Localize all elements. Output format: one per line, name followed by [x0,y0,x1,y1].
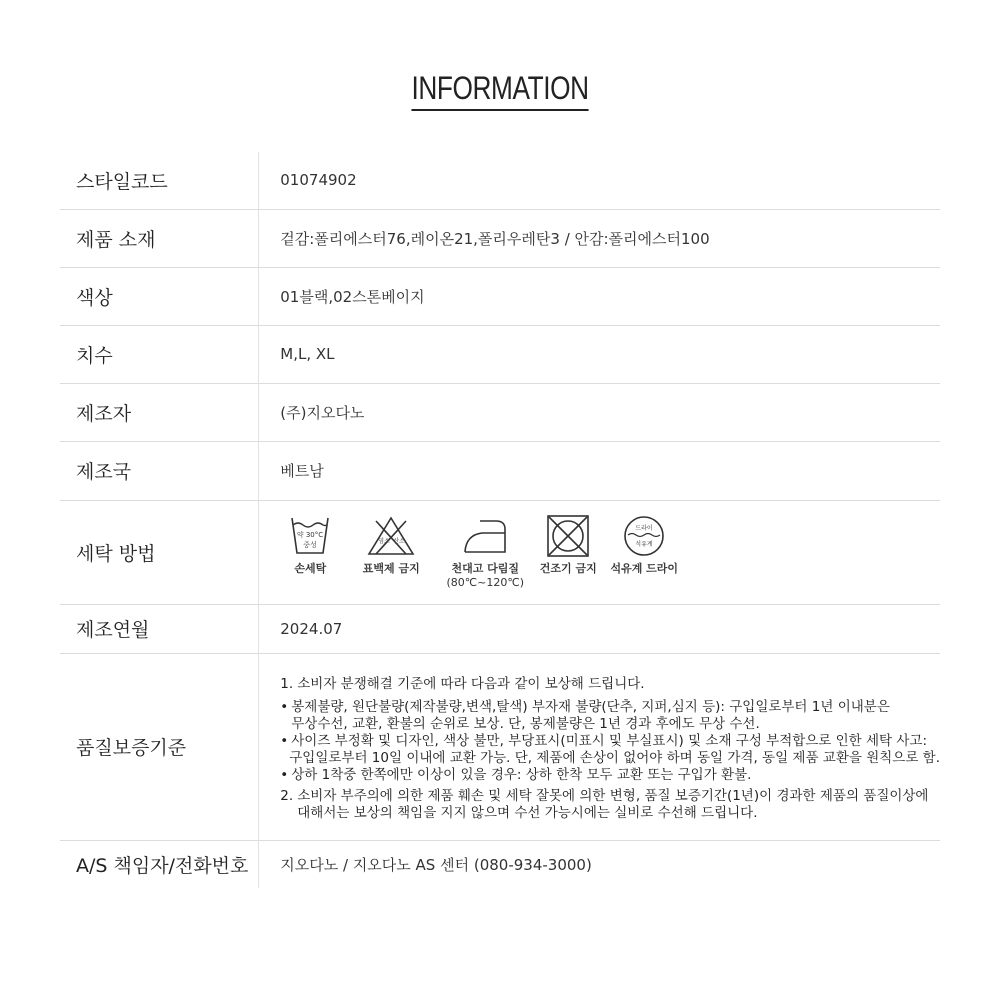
label-no-dryer: 건조기 금지 [539,562,597,575]
iron-temp-range: (80℃~120℃) [446,576,525,589]
value-color: 01블랙,02스톤베이지 [259,267,940,325]
quality-item-1-num: 1. [280,675,294,692]
label-no-bleach: 표백제 금지 [362,562,420,575]
hand-wash-neutral: 중성 [303,541,318,549]
care-no-bleach [354,515,428,576]
care-no-dryer [536,515,600,576]
row-wash [60,500,940,604]
care-dry-clean [608,515,680,576]
label-country: 제조국 [60,441,259,500]
value-country: 베트남 [259,441,940,500]
no-tumble-dry-icon [546,515,590,557]
label-quality: 품질보증기준 [60,653,259,840]
care-iron [442,515,528,589]
dry-clean-top: 드라이 [635,525,653,532]
page-title-wrap [0,70,1000,111]
quality-bullet-2-line-2: 구입일로부터 10일 이내에 교환 가능. 단, 제품에 손상이 없어야 하며 동일 가격, 동일 제품 교환을 원칙으로 함. [289,749,940,766]
row-country [60,441,940,500]
label-color: 색상 [60,267,259,325]
row-color [60,267,940,325]
quality-bullet: • 상하 1착중 한쪽에만 이상이 있을 경우: 상하 한착 모두 교환 또는 구입가 환불. [280,766,752,783]
quality-item-2-num: 2. [280,787,294,804]
quality-bullet: • 사이즈 부정확 및 디자인, 색상 불만, 부당표시(미표시 및 부실표시) 및 소재 구성 부적합으로 인한 세탁 사고: 구입일로부터 10일 이내에 교환 가능. 단, 제품에 손상이 없어야 하며 동일 가격, 동일 제품 교환을 원칙으로 함. [280,732,940,766]
value-as: 지오다노 / 지오다노 AS 센터 (080-934-3000) [280,855,592,874]
quality-bullet-3-line-1: 상하 1착중 한쪽에만 이상이 있을 경우: 상하 한착 모두 교환 또는 구입가 환불. [291,766,752,783]
value-style-code: 01074902 [259,152,940,209]
quality-bullet-1-line-1: 봉제불량, 원단불량(제작불량,변색,탈색) 부자재 불량(단추, 지퍼,심지 등): 구입일로부터 1년 이내분은 [291,698,890,715]
label-maker: 제조자 [60,383,259,441]
quality-bullet: • 봉제불량, 원단불량(제작불량,변색,탈색) 부자재 불량(단추, 지퍼,심지 등): 구입일로부터 1년 이내분은 무상수선, 교환, 환불의 순위로 보상. 단, 봉제불량은 1년 경과 후에도 무상 수선. [280,698,890,732]
quality-text [280,660,940,834]
hand-wash-icon [288,515,332,557]
care-hand-wash [280,515,340,576]
label-hand-wash: 손세탁 [294,562,327,575]
value-size: M,L, XL [259,325,940,383]
info-table [60,152,940,888]
row-style-code [60,152,940,209]
hand-wash-temp: 약 30°C [297,531,324,539]
row-material [60,209,940,267]
row-quality [60,653,940,840]
value-material: 겉감:폴리에스터76,레이온21,폴리우레탄3 / 안감:폴리에스터100 [259,209,940,267]
value-wash [259,500,940,604]
label-as: A/S 책임자/전화번호 [60,840,259,888]
quality-item-2-line-2: 대해서는 보상의 책임을 지지 않으며 수선 가능시에는 실비로 수선해 드립니다. [297,804,758,821]
row-date [60,604,940,653]
dry-clean-bottom: 석유계 [635,541,653,548]
quality-item-1 [280,676,940,693]
iron-icon [460,515,510,557]
row-size [60,325,940,383]
value-maker: (주)지오다노 [259,383,940,441]
quality-bullet-2-line-1: 사이즈 부정확 및 디자인, 색상 불만, 부당표시(미표시 및 부실표시) 및 소재 구성 부적합으로 인한 세탁 사고: [291,732,928,749]
dry-clean-icon [622,515,666,557]
quality-bullet-1-line-2: 무상수선, 교환, 환불의 순위로 보상. 단, 봉제불량은 1년 경과 후에도 무상 수선. [291,715,760,732]
no-bleach-chlorine: 염소 [378,538,391,545]
row-as [60,840,940,888]
no-bleach-oxygen: 산소 [393,538,406,545]
quality-item-2 [280,788,940,822]
quality-item-2-line-1: 소비자 부주의에 의한 제품 훼손 및 세탁 잘못에 의한 변형, 품질 보증기간(1년)이 경과한 제품의 품질이상에 [297,787,929,804]
value-date: 2024.07 [259,604,940,653]
row-maker [60,383,940,441]
page-title: INFORMATION [411,70,588,111]
quality-item-1-text: 소비자 분쟁해결 기준에 따라 다음과 같이 보상해 드립니다. [297,675,645,692]
label-material: 제품 소재 [60,209,259,267]
label-iron: 천대고 다림질 [451,562,520,575]
label-wash: 세탁 방법 [60,500,259,604]
care-icons [280,501,940,603]
label-dry-clean: 석유계 드라이 [610,562,679,575]
value-quality [259,653,940,840]
label-size: 치수 [60,325,259,383]
label-date: 제조연월 [60,604,259,653]
label-style-code: 스타일코드 [60,152,259,209]
no-bleach-icon [366,515,416,557]
